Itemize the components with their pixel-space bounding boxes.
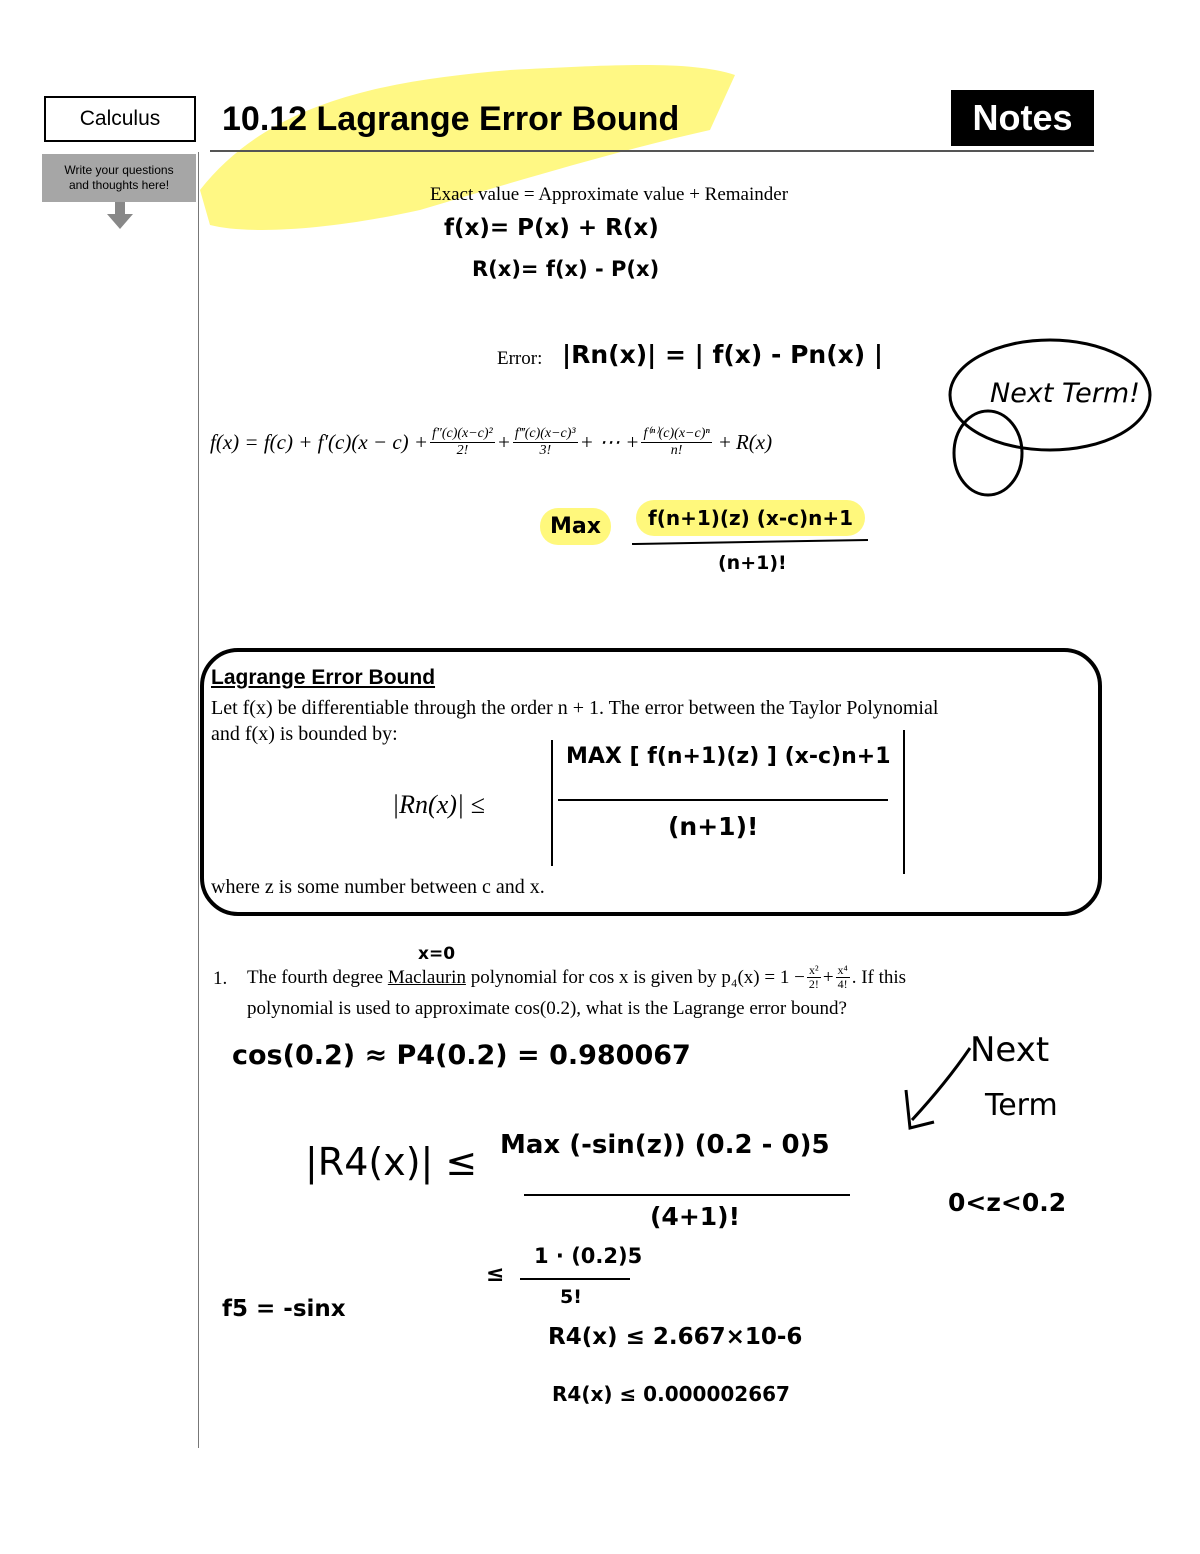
hand-result-1: R4(x) ≤ 2.667×10-6	[548, 1324, 803, 1350]
taylor-remainder: R(x)	[735, 430, 773, 454]
arrow-icon	[900, 1040, 980, 1140]
abs-bar-left	[551, 740, 553, 866]
taylor-term-2-num: f″(c)(x−c)²	[432, 426, 493, 441]
taylor-term-2-den: 2!	[456, 443, 469, 458]
hand-max-fraction-bar	[632, 539, 868, 545]
problem-frac-2-den: 4!	[837, 977, 848, 991]
hand-next-term: Next Term!	[990, 378, 1140, 409]
hand-work-fraction-bar	[524, 1194, 850, 1196]
problem-line-1c: . If this	[851, 966, 907, 988]
next-term-circle	[940, 325, 1160, 505]
taylor-dots: + ⋯ +	[579, 430, 640, 454]
taylor-term-3-den: 3!	[539, 443, 552, 458]
taylor-term-3-num: f‴(c)(x−c)³	[514, 426, 576, 441]
lagrange-fraction-bar	[558, 799, 888, 801]
arrow-down-icon	[106, 202, 134, 230]
hand-next: Next	[970, 1030, 1050, 1070]
taylor-term-2	[430, 426, 495, 459]
problem-plus: +	[822, 966, 834, 988]
notes-badge	[951, 90, 1094, 146]
abs-bar-right	[903, 730, 905, 874]
course-label: Calculus	[79, 107, 161, 130]
page-title: 10.12 Lagrange Error Bound	[222, 100, 680, 138]
lagrange-box-line-2: and f(x) is bounded by:	[211, 723, 398, 745]
taylor-term-n-num: f⁽ⁿ⁾(c)(x−c)ⁿ	[643, 426, 710, 441]
lagrange-hand-numerator: MAX [ f(n+1)(z) ] (x-c)n+1	[566, 744, 891, 769]
hand-fifth-derivative: f5 = -sinx	[222, 1296, 346, 1322]
hand-work-denominator-2: 5!	[560, 1286, 582, 1308]
hand-equation-1: f(x)= P(x) + R(x)	[444, 215, 659, 241]
hand-le-sign: ≤	[486, 1262, 505, 1287]
hand-work-fraction-bar-2	[520, 1278, 630, 1280]
hand-r4-lhs: |R4(x)| ≤	[305, 1140, 478, 1184]
hand-z-range: 0<z<0.2	[948, 1188, 1067, 1217]
hand-max-denominator: (n+1)!	[718, 552, 787, 574]
problem-line-2: polynomial is used to approximate cos(0.2), what is the Lagrange error bound?	[247, 998, 847, 1019]
taylor-term-n-den: n!	[670, 443, 683, 458]
hand-term: Term	[985, 1088, 1058, 1123]
hand-x-equals-0: x=0	[418, 944, 456, 964]
lagrange-box-title: Lagrange Error Bound	[211, 666, 436, 689]
taylor-lhs: f(x) = f(c) + f′(c)(x − c) +	[210, 430, 429, 454]
problem-frac-2	[836, 964, 850, 991]
lagrange-hand-denominator: (n+1)!	[668, 812, 759, 841]
taylor-term-3	[513, 426, 578, 459]
problem-line-1	[247, 964, 906, 991]
problem-frac-1	[807, 964, 821, 991]
sidebar-prompt-line2: and thoughts here!	[68, 178, 170, 192]
taylor-plus-2: +	[717, 430, 732, 454]
taylor-term-n	[641, 426, 711, 459]
hand-work-denominator: (4+1)!	[650, 1202, 740, 1231]
sidebar-prompt-line1: Write your questions	[64, 163, 174, 177]
sidebar-prompt	[42, 154, 196, 202]
lagrange-box-line-1: Let f(x) be differentiable through the order n + 1. The error between the Taylor Polynomial	[211, 697, 939, 719]
title-highlight	[190, 40, 750, 240]
problem-frac-2-num: x⁴	[837, 963, 848, 977]
hand-result-2: R4(x) ≤ 0.000002667	[552, 1382, 790, 1406]
lagrange-box-footer: where z is some number between c and x.	[211, 876, 545, 898]
problem-number: 1.	[213, 968, 228, 989]
problem-frac-1-num: x²	[807, 964, 821, 978]
notes-label: Notes	[972, 97, 1073, 138]
margin-rule	[198, 152, 199, 1448]
hand-work-numerator-2: 1 · (0.2)5	[534, 1244, 643, 1268]
hand-max: Max	[540, 508, 611, 545]
hand-work-numerator: Max (-sin(z)) (0.2 - 0)5	[500, 1130, 830, 1160]
hand-max-numerator: f(n+1)(z) (x-c)n+1	[636, 500, 865, 536]
lagrange-lhs: |Rn(x)| ≤	[392, 790, 485, 819]
hand-error: |Rn(x)| = | f(x) - Pn(x) |	[562, 340, 884, 369]
hand-equation-2: R(x)= f(x) - P(x)	[472, 257, 660, 281]
exact-value-line: Exact value = Approximate value + Remainder	[430, 184, 789, 205]
header-rule	[210, 150, 1094, 152]
hand-cos-approx: cos(0.2) ≈ P4(0.2) = 0.980067	[232, 1040, 691, 1071]
course-label-box	[44, 96, 196, 142]
problem-frac-1-den: 2!	[808, 977, 819, 991]
taylor-plus-1: +	[496, 430, 511, 454]
error-label: Error:	[497, 348, 543, 369]
problem-line-1b: polynomial for cos x is given by p₄(x) = 1 −	[470, 966, 805, 988]
taylor-series	[210, 426, 772, 459]
maclaurin-word: Maclaurin	[387, 966, 466, 988]
problem-line-1a: The fourth degree	[247, 966, 384, 988]
